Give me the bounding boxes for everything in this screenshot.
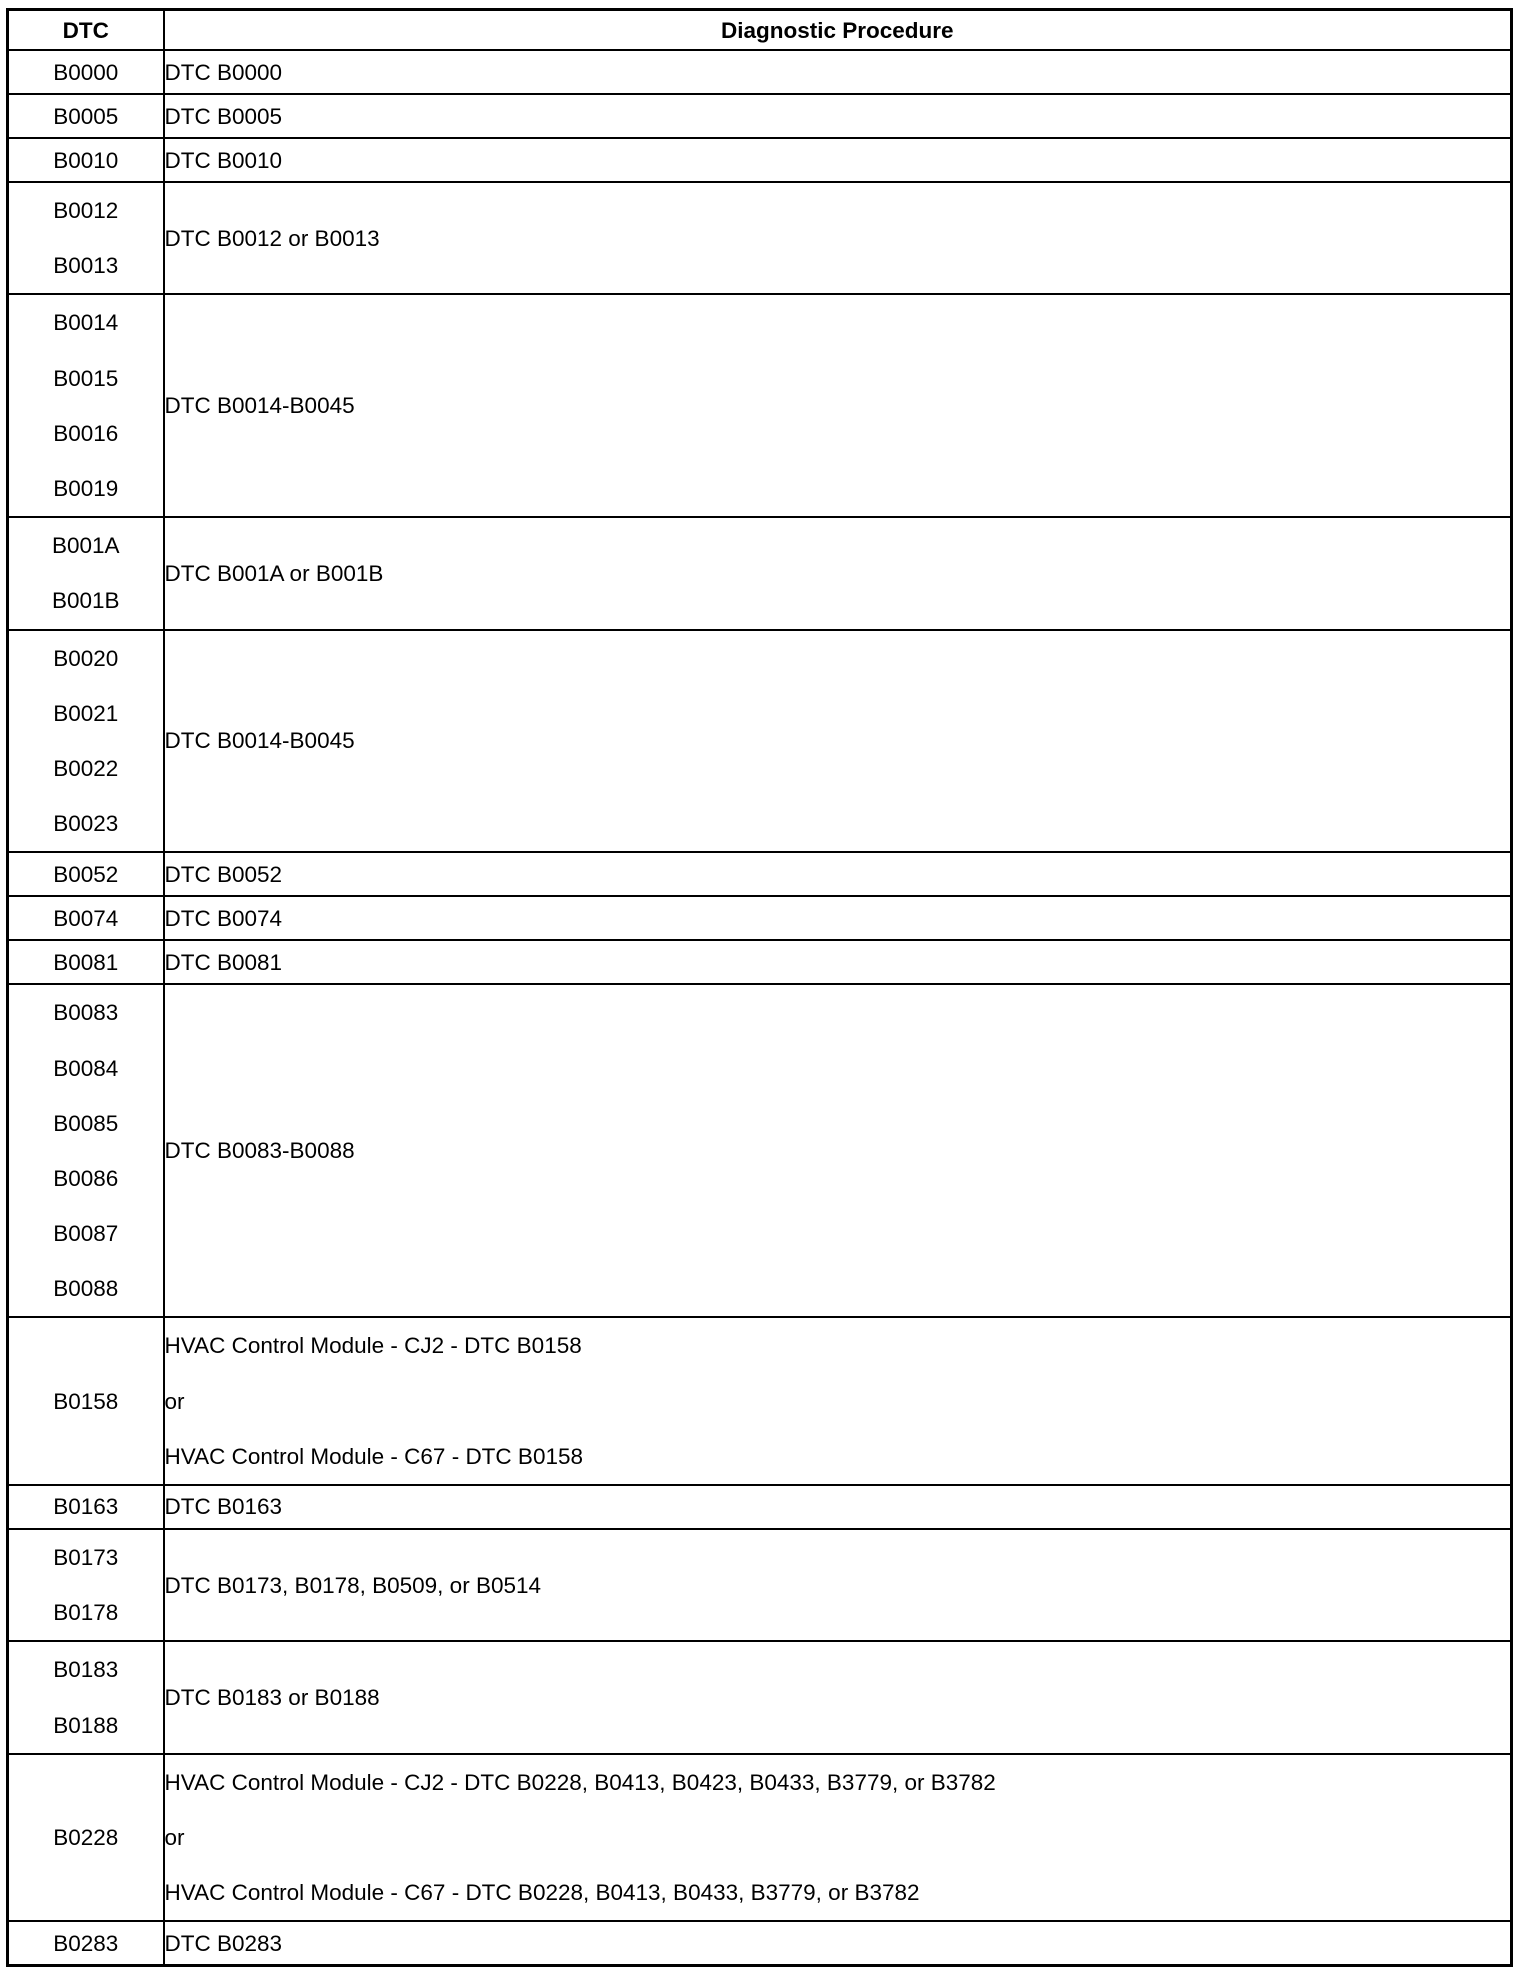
table-row	[8, 138, 1512, 182]
diagnostic-procedure-cell	[164, 1317, 1512, 1485]
diagnostic-procedure-cell	[164, 630, 1512, 853]
dtc-code: B0178	[53, 1600, 119, 1626]
dtc-code: B0005	[53, 103, 119, 129]
procedure-line: DTC B0163	[164, 1494, 283, 1520]
diagnostic-procedure-cell	[164, 517, 1512, 629]
diagnostic-procedure-cell	[164, 138, 1512, 182]
dtc-code: B0183	[53, 1657, 119, 1683]
dtc-code: B0086	[53, 1165, 119, 1191]
procedure-line: DTC B0183 or B0188	[164, 1685, 380, 1710]
dtc-code-cell	[8, 294, 164, 517]
table-row	[8, 1921, 1512, 1966]
procedure-line: DTC B0000	[164, 59, 283, 85]
diagnostic-procedure-cell	[164, 1921, 1512, 1966]
dtc-code-cell	[8, 517, 164, 629]
dtc-code: B0163	[53, 1494, 119, 1520]
diagnostic-procedure-cell	[164, 852, 1512, 896]
dtc-code-cell	[8, 182, 164, 294]
dtc-code-cell	[8, 1921, 164, 1966]
diagnostic-procedure-cell	[164, 294, 1512, 517]
dtc-code: B0081	[53, 949, 119, 975]
procedure-line: DTC B0283	[164, 1930, 283, 1956]
diagnostic-procedure-cell	[164, 984, 1512, 1317]
dtc-code: B0023	[53, 811, 119, 837]
dtc-code: B0173	[53, 1545, 119, 1571]
dtc-code: B0074	[53, 905, 119, 931]
dtc-code: B0283	[53, 1930, 119, 1956]
dtc-code: B001A	[51, 533, 120, 559]
dtc-code: B0013	[53, 253, 119, 279]
procedure-line: DTC B0014-B0045	[164, 728, 355, 754]
dtc-code-cell	[8, 50, 164, 94]
diagnostic-procedure-cell	[164, 1641, 1512, 1753]
dtc-code: B0188	[53, 1712, 119, 1738]
header-diagnostic-procedure: Diagnostic Procedure	[164, 10, 1512, 51]
procedure-line: HVAC Control Module - C67 - DTC B0158	[164, 1443, 583, 1469]
procedure-line: DTC B0005	[164, 103, 283, 129]
dtc-code-cell	[8, 940, 164, 984]
dtc-code: B0010	[53, 147, 119, 173]
dtc-code: B0021	[53, 700, 119, 726]
table-body	[8, 50, 1512, 1966]
dtc-code: B0019	[53, 476, 119, 502]
dtc-code: B0016	[53, 420, 119, 446]
procedure-line: DTC B0074	[164, 905, 283, 931]
procedure-line: HVAC Control Module - CJ2 - DTC B0228, B0413, B0423, B0433, B3779, or B3782	[164, 1769, 996, 1795]
header-dtc: DTC	[8, 10, 164, 51]
dtc-code: B0022	[53, 755, 119, 781]
table-row	[8, 517, 1512, 629]
dtc-code: B0084	[53, 1055, 119, 1081]
dtc-procedure-table	[6, 8, 1513, 1967]
diagnostic-procedure-cell	[164, 50, 1512, 94]
procedure-line: or	[164, 1388, 185, 1414]
table-row	[8, 50, 1512, 94]
dtc-code: B0000	[53, 59, 119, 85]
table-row	[8, 182, 1512, 294]
table-row	[8, 1641, 1512, 1753]
diagnostic-procedure-cell	[164, 1485, 1512, 1529]
dtc-code: B0014	[53, 310, 119, 336]
diagnostic-procedure-cell	[164, 182, 1512, 294]
table-row	[8, 1529, 1512, 1641]
dtc-code: B0020	[53, 645, 119, 671]
dtc-code: B0088	[53, 1276, 119, 1302]
dtc-code-cell	[8, 94, 164, 138]
dtc-code: B0052	[53, 861, 119, 887]
table-row	[8, 294, 1512, 517]
table-row	[8, 94, 1512, 138]
dtc-code-cell	[8, 1754, 164, 1922]
table-row	[8, 984, 1512, 1317]
table-row	[8, 1485, 1512, 1529]
dtc-code-cell	[8, 984, 164, 1317]
dtc-code-cell	[8, 1317, 164, 1485]
diagnostic-procedure-cell	[164, 1754, 1512, 1922]
procedure-line: DTC B001A or B001B	[164, 560, 384, 586]
dtc-code: B001B	[51, 588, 120, 614]
dtc-code: B0158	[53, 1388, 119, 1414]
procedure-line: HVAC Control Module - C67 - DTC B0228, B0413, B0433, B3779, or B3782	[164, 1880, 920, 1906]
procedure-line: DTC B0052	[164, 861, 283, 887]
dtc-code: B0087	[53, 1221, 119, 1247]
dtc-code-cell	[8, 1529, 164, 1641]
procedure-line: DTC B0012 or B0013	[164, 225, 380, 251]
procedure-line: DTC B0010	[164, 147, 283, 173]
dtc-code: B0015	[53, 365, 119, 391]
diagnostic-procedure-cell	[164, 1529, 1512, 1641]
table-row	[8, 1317, 1512, 1485]
dtc-code-cell	[8, 138, 164, 182]
dtc-code-cell	[8, 896, 164, 940]
diagnostic-procedure-cell	[164, 940, 1512, 984]
procedure-line: DTC B0081	[164, 949, 283, 975]
procedure-line: HVAC Control Module - CJ2 - DTC B0158	[164, 1333, 582, 1359]
procedure-line: DTC B0014-B0045	[164, 393, 355, 419]
table-row	[8, 630, 1512, 853]
dtc-code-cell	[8, 1641, 164, 1753]
table-row	[8, 852, 1512, 896]
dtc-code-cell	[8, 1485, 164, 1529]
diagnostic-procedure-cell	[164, 94, 1512, 138]
procedure-line: DTC B0173, B0178, B0509, or B0514	[164, 1572, 542, 1598]
dtc-code: B0012	[53, 198, 119, 224]
dtc-code: B0228	[53, 1824, 119, 1850]
table-row	[8, 1754, 1512, 1922]
dtc-code-cell	[8, 852, 164, 896]
dtc-code-cell	[8, 630, 164, 853]
procedure-line: DTC B0083-B0088	[164, 1138, 355, 1164]
table-row	[8, 940, 1512, 984]
procedure-line: or	[164, 1824, 185, 1850]
dtc-code: B0083	[53, 1000, 119, 1026]
dtc-code: B0085	[53, 1110, 119, 1136]
table-row	[8, 896, 1512, 940]
diagnostic-procedure-cell	[164, 896, 1512, 940]
table-header-row	[8, 10, 1512, 51]
